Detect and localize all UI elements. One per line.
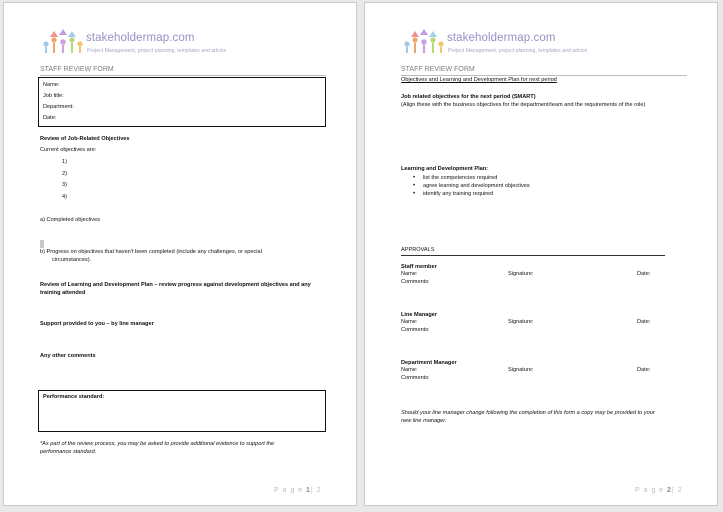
form-title: STAFF REVIEW FORM — [40, 66, 114, 73]
brand-tagline: Project Management, project planning, templates and advice — [87, 48, 227, 54]
objective-number: 3) — [62, 182, 67, 188]
performance-standard-box[interactable] — [38, 390, 326, 432]
ldp-bullet-item: • identify any training required — [423, 191, 493, 197]
closing-note-cont: new line manager. — [401, 418, 447, 424]
approvals-rule — [401, 255, 665, 256]
progress-objectives-label-cont: circumstances). — [52, 257, 92, 263]
approver-name-field[interactable]: Name: — [401, 271, 418, 277]
page-total: | 2 — [310, 487, 322, 494]
stakeholder-logo-icon — [402, 29, 446, 55]
form-title: STAFF REVIEW FORM — [401, 66, 475, 73]
employee-details-box — [38, 77, 326, 127]
approver-role: Department Manager — [401, 360, 457, 366]
ldp-bullet-item: • list the competencies required — [423, 175, 497, 181]
approver-name-field[interactable]: Name: — [401, 367, 418, 373]
ldp-heading: Learning and Development Plan: — [401, 166, 489, 172]
footnote: *As part of the review process, you may be asked to provide additional evidence to support the — [40, 441, 275, 447]
page-label: P a g e — [274, 487, 304, 494]
approver-comments-field[interactable]: Comments: — [401, 375, 430, 381]
approver-date-field[interactable]: Date: — [637, 271, 651, 277]
department-field[interactable]: Department: — [43, 104, 74, 110]
support-heading: Support provided to you – by line manager — [40, 321, 154, 327]
progress-objectives-label: b) Progress on objectives that haven't been completed (include any challenges, or special — [40, 249, 262, 255]
brand-name: stakeholdermap.com — [86, 32, 195, 44]
performance-standard-label: Performance standard: — [43, 394, 105, 400]
approver-date-field[interactable]: Date: — [637, 319, 651, 325]
page-current: 2 — [667, 487, 672, 494]
brand-name: stakeholdermap.com — [447, 32, 556, 44]
approver-signature-field[interactable]: Signature: — [508, 367, 534, 373]
approver-signature-field[interactable]: Signature: — [508, 319, 534, 325]
objective-number: 1) — [62, 159, 67, 165]
approver-comments-field[interactable]: Comments: — [401, 279, 430, 285]
objective-number: 4) — [62, 194, 67, 200]
other-comments-heading: Any other comments — [40, 353, 96, 359]
approver-signature-field[interactable]: Signature: — [508, 271, 534, 277]
date-field[interactable]: Date: — [43, 115, 57, 121]
approvals-heading: APPROVALS — [401, 247, 435, 253]
learning-review-heading: Review of Learning and Development Plan – review progress against development objectives and any — [40, 282, 311, 288]
title-underline — [401, 75, 687, 76]
name-field[interactable]: Name: — [43, 82, 60, 88]
brand-tagline: Project Management, project planning, templates and advice — [448, 48, 588, 54]
page-number — [635, 487, 683, 494]
approver-role: Line Manager — [401, 312, 438, 318]
text-cursor-marker — [40, 240, 44, 248]
page-label: P a g e — [635, 487, 665, 494]
page-total: | 2 — [671, 487, 683, 494]
page-current: 1 — [306, 487, 311, 494]
review-objectives-heading: Review of Job-Related Objectives — [40, 136, 130, 142]
objective-number: 2) — [62, 171, 67, 177]
completed-objectives-label: a) Completed objectives — [40, 217, 101, 223]
learning-review-heading-cont: training attended — [40, 290, 86, 296]
approver-comments-field[interactable]: Comments: — [401, 327, 430, 333]
objectives-plan-heading: Objectives and Learning and Development Plan for next period — [401, 77, 557, 83]
smart-note: (Align these with the business objectives for the department/team and the requirements of the role) — [401, 102, 646, 108]
document-page-1 — [3, 2, 357, 506]
current-objectives-label: Current objectives are: — [40, 147, 97, 153]
title-underline — [40, 75, 326, 76]
stakeholder-logo-icon — [41, 29, 85, 55]
ldp-bullet-item: • agree learning and development objectives — [423, 183, 530, 189]
document-page-2 — [364, 2, 718, 506]
approver-date-field[interactable]: Date: — [637, 367, 651, 373]
page-number — [274, 487, 322, 494]
footnote-cont: performance standard. — [40, 449, 97, 455]
job-title-field[interactable]: Job title: — [43, 93, 64, 99]
approver-role: Staff member — [401, 264, 437, 270]
closing-note: Should your line manager change following the completion of this form a copy may be provided to your — [401, 410, 655, 416]
smart-heading: Job related objectives for the next period (SMART) — [401, 94, 536, 100]
approver-name-field[interactable]: Name: — [401, 319, 418, 325]
